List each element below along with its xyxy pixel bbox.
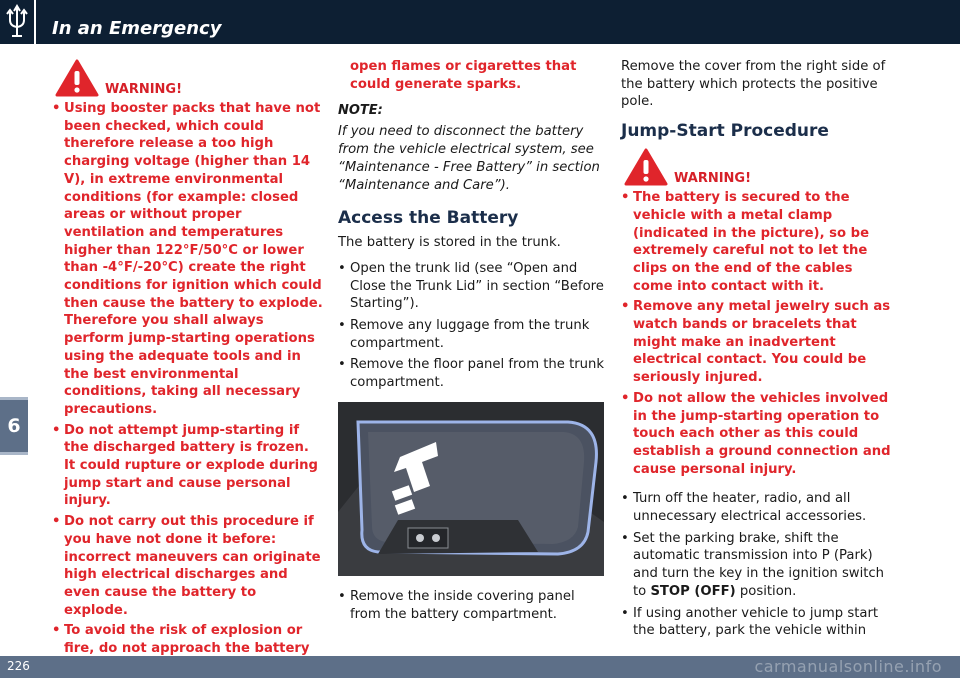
trident-icon xyxy=(0,0,34,44)
column-3 xyxy=(621,58,893,644)
section-title-access-battery: Access the Battery xyxy=(338,208,519,229)
chapter-number: 6 xyxy=(7,415,21,437)
step-item: • Remove any luggage from the trunk compartment. xyxy=(338,317,606,352)
step-item: • Open the trunk lid (see “Open and Close the Trunk Lid” in section “Before Starting”). xyxy=(338,260,606,313)
note-text: If you need to disconnect the battery from the vehicle electrical system, see “Maintenance - Free Battery” in section “Maintenance and Care”). xyxy=(338,124,600,193)
remove-cover-text: Remove the cover from the right side of the battery which protects the positive pole. xyxy=(621,59,886,110)
warning-item: • Do not carry out this procedure if you have not done it before: incorrect maneuvers can originate high electrical discharges and even cause the battery to explode. xyxy=(52,513,324,619)
step-item: • Turn off the heater, radio, and all unnecessary electrical accessories. xyxy=(621,490,893,525)
brand-logo xyxy=(0,0,34,44)
warning-item: • Do not allow the vehicles involved in the jump-starting operation to touch each other as this could establish a ground connection and cause personal injury. xyxy=(621,390,893,479)
access-steps-list xyxy=(338,260,606,392)
warning-list xyxy=(52,100,324,676)
jump-start-steps-list xyxy=(621,490,893,640)
warning-header xyxy=(52,58,324,98)
column-2 xyxy=(338,58,606,627)
warning-label: WARNING! xyxy=(105,82,183,97)
step-item: • Remove the inside covering panel from the battery compartment. xyxy=(338,588,606,623)
warning-header xyxy=(621,147,893,187)
step-item: • If using another vehicle to jump start the battery, park the vehicle within xyxy=(621,605,893,640)
step-text: position. xyxy=(735,583,797,599)
page-header xyxy=(0,0,960,44)
warning-item: • To avoid the risk of explosion or fire, do not approach the battery xyxy=(52,622,324,675)
page-title: In an Emergency xyxy=(52,18,222,39)
warning-continuation: open flames or cigarettes that could generate sparks. xyxy=(350,59,577,92)
chapter-tab[interactable] xyxy=(0,397,28,455)
warning-label: WARNING! xyxy=(674,171,752,187)
battery-location-text: The battery is stored in the trunk. xyxy=(338,235,561,251)
warning-item: • The battery is secured to the vehicle with a metal clamp (indicated in the picture), so be extremely careful not to let the clips on the end of the cables come into contact with it. xyxy=(621,189,893,295)
access-steps-list-continued xyxy=(338,588,606,623)
step-item xyxy=(621,530,893,601)
page-number: 226 xyxy=(7,659,30,673)
step-bold-text: STOP (OFF) xyxy=(650,583,736,599)
warning-item: • Using booster packs that have not been checked, which could therefore release a too high charging voltage (higher than 14 V), in extreme environmental conditions (for example: closed areas or without proper ventilation and temperatures higher than 122°F/50°C or lower than -4°F/-20°C) create the right conditions for ignition which could then cause the battery to explode. Therefore you shall always perform jump-starting operations using the adequate tools and in the best environmental conditions, taking all necessary precautions. xyxy=(52,100,324,419)
note-label: NOTE: xyxy=(338,103,383,119)
trunk-floor-panel-image xyxy=(338,402,604,576)
page-footer xyxy=(0,656,960,678)
section-title-jump-start: Jump-Start Procedure xyxy=(621,121,829,142)
column-1 xyxy=(52,58,324,679)
header-divider xyxy=(34,0,36,44)
warning-item: • Do not attempt jump-starting if the discharged battery is frozen. It could rupture or explode during jump start and cause personal injury. xyxy=(52,422,324,511)
warning-triangle-icon xyxy=(623,147,669,187)
warning-triangle-icon xyxy=(54,58,100,98)
step-item: • Remove the floor panel from the trunk compartment. xyxy=(338,356,606,391)
warning-list xyxy=(621,189,893,478)
warning-item: • Remove any metal jewelry such as watch bands or bracelets that might make an inadvertent electrical contact. You could be seriously injured. xyxy=(621,298,893,387)
watermark: carmanualsonline.info xyxy=(754,657,942,676)
step-text: Set the parking brake, shift the automatic transmission into P (Park) and turn the key in the ignition switch to xyxy=(633,530,885,599)
